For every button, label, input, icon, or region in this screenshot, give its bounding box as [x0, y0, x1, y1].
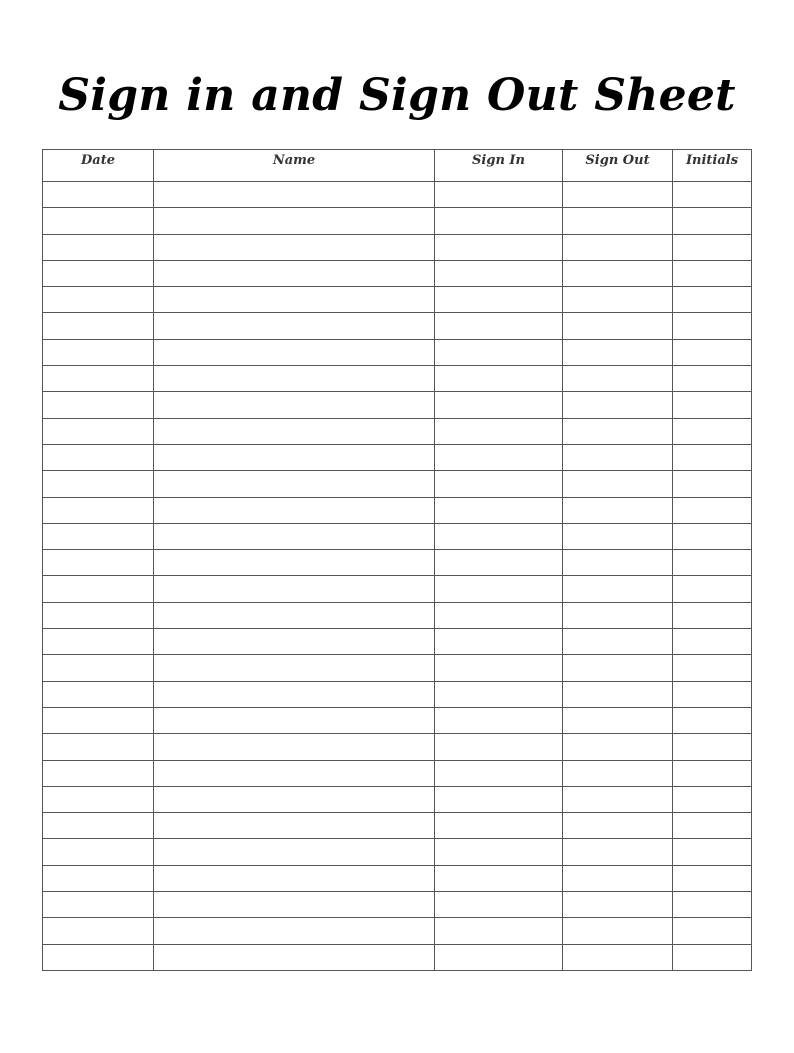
- initials-cell: [673, 497, 752, 523]
- initials-cell: [673, 707, 752, 733]
- sign-in-cell: [435, 839, 563, 865]
- name-cell: [154, 523, 435, 549]
- sign-in-cell: [435, 234, 563, 260]
- date-cell: [43, 523, 154, 549]
- date-cell: [43, 550, 154, 576]
- date-cell: [43, 576, 154, 602]
- sign-in-cell: [435, 339, 563, 365]
- sign-out-cell: [563, 523, 673, 549]
- sign-out-cell: [563, 418, 673, 444]
- date-cell: [43, 287, 154, 313]
- initials-cell: [673, 418, 752, 444]
- name-cell: [154, 260, 435, 286]
- date-cell: [43, 366, 154, 392]
- name-cell: [154, 707, 435, 733]
- signin-table: [42, 149, 752, 971]
- initials-cell: [673, 313, 752, 339]
- name-cell: [154, 471, 435, 497]
- date-cell: [43, 918, 154, 944]
- initials-cell: [673, 287, 752, 313]
- date-cell: [43, 944, 154, 970]
- table-row: [43, 392, 752, 418]
- sign-in-cell: [435, 497, 563, 523]
- sign-out-cell: [563, 339, 673, 365]
- name-cell: [154, 313, 435, 339]
- name-cell: [154, 366, 435, 392]
- sign-out-cell: [563, 366, 673, 392]
- table-row: [43, 629, 752, 655]
- table-row: [43, 366, 752, 392]
- initials-cell: [673, 839, 752, 865]
- sign-out-cell: [563, 813, 673, 839]
- sign-out-cell: [563, 892, 673, 918]
- sign-out-cell: [563, 208, 673, 234]
- initials-cell: [673, 944, 752, 970]
- table-row: [43, 944, 752, 970]
- sign-out-cell: [563, 865, 673, 891]
- table-row: [43, 839, 752, 865]
- table-row: [43, 760, 752, 786]
- initials-cell: [673, 339, 752, 365]
- sign-out-cell: [563, 944, 673, 970]
- sheet-title: Sign in and Sign Out Sheet: [58, 70, 736, 121]
- date-cell: [43, 471, 154, 497]
- name-cell: [154, 760, 435, 786]
- sign-in-cell: [435, 182, 563, 208]
- initials-cell: [673, 234, 752, 260]
- table-row: [43, 339, 752, 365]
- table-row: [43, 234, 752, 260]
- name-cell: [154, 734, 435, 760]
- sign-in-cell: [435, 392, 563, 418]
- sign-in-cell: [435, 786, 563, 812]
- name-cell: [154, 418, 435, 444]
- sign-in-cell: [435, 734, 563, 760]
- table-row: [43, 576, 752, 602]
- sign-in-cell: [435, 523, 563, 549]
- initials-cell: [673, 576, 752, 602]
- date-cell: [43, 734, 154, 760]
- initials-cell: [673, 392, 752, 418]
- date-cell: [43, 313, 154, 339]
- sign-out-cell: [563, 629, 673, 655]
- date-cell: [43, 392, 154, 418]
- name-cell: [154, 918, 435, 944]
- column-header-date: Date: [43, 150, 154, 182]
- initials-cell: [673, 892, 752, 918]
- initials-cell: [673, 865, 752, 891]
- sign-in-cell: [435, 287, 563, 313]
- date-cell: [43, 786, 154, 812]
- table-row: [43, 813, 752, 839]
- table-row: [43, 892, 752, 918]
- table-row: [43, 602, 752, 628]
- sign-in-cell: [435, 471, 563, 497]
- sign-out-cell: [563, 734, 673, 760]
- date-cell: [43, 418, 154, 444]
- date-cell: [43, 497, 154, 523]
- name-cell: [154, 182, 435, 208]
- sign-in-cell: [435, 444, 563, 470]
- name-cell: [154, 813, 435, 839]
- sign-out-cell: [563, 392, 673, 418]
- date-cell: [43, 813, 154, 839]
- name-cell: [154, 629, 435, 655]
- table-row: [43, 550, 752, 576]
- table-row: [43, 707, 752, 733]
- sign-out-cell: [563, 182, 673, 208]
- initials-cell: [673, 260, 752, 286]
- sign-in-cell: [435, 629, 563, 655]
- column-header-name: Name: [154, 150, 435, 182]
- name-cell: [154, 681, 435, 707]
- column-header-sign-out: Sign Out: [563, 150, 673, 182]
- date-cell: [43, 234, 154, 260]
- table-row: [43, 734, 752, 760]
- sign-in-cell: [435, 813, 563, 839]
- name-cell: [154, 497, 435, 523]
- table-row: [43, 497, 752, 523]
- name-cell: [154, 444, 435, 470]
- initials-cell: [673, 629, 752, 655]
- date-cell: [43, 182, 154, 208]
- initials-cell: [673, 760, 752, 786]
- sign-out-cell: [563, 707, 673, 733]
- table-row: [43, 865, 752, 891]
- name-cell: [154, 576, 435, 602]
- sign-in-cell: [435, 366, 563, 392]
- table-row: [43, 444, 752, 470]
- initials-cell: [673, 471, 752, 497]
- initials-cell: [673, 208, 752, 234]
- sign-out-cell: [563, 786, 673, 812]
- sign-in-cell: [435, 550, 563, 576]
- sign-out-cell: [563, 839, 673, 865]
- sign-in-cell: [435, 602, 563, 628]
- date-cell: [43, 839, 154, 865]
- sign-in-cell: [435, 576, 563, 602]
- name-cell: [154, 339, 435, 365]
- initials-cell: [673, 681, 752, 707]
- sign-in-cell: [435, 418, 563, 444]
- table-row: [43, 523, 752, 549]
- date-cell: [43, 707, 154, 733]
- sign-in-cell: [435, 892, 563, 918]
- table-row: [43, 260, 752, 286]
- table-row: [43, 182, 752, 208]
- name-cell: [154, 550, 435, 576]
- sign-out-cell: [563, 234, 673, 260]
- sign-out-cell: [563, 287, 673, 313]
- sign-in-cell: [435, 208, 563, 234]
- sign-out-cell: [563, 760, 673, 786]
- sign-out-cell: [563, 918, 673, 944]
- sign-in-cell: [435, 944, 563, 970]
- date-cell: [43, 655, 154, 681]
- table-body: [43, 182, 752, 971]
- initials-cell: [673, 786, 752, 812]
- initials-cell: [673, 655, 752, 681]
- sign-in-cell: [435, 313, 563, 339]
- date-cell: [43, 602, 154, 628]
- name-cell: [154, 839, 435, 865]
- table-row: [43, 208, 752, 234]
- table-row: [43, 471, 752, 497]
- sign-in-cell: [435, 260, 563, 286]
- sign-in-cell: [435, 681, 563, 707]
- table-row: [43, 313, 752, 339]
- date-cell: [43, 339, 154, 365]
- name-cell: [154, 234, 435, 260]
- name-cell: [154, 944, 435, 970]
- date-cell: [43, 629, 154, 655]
- sign-out-cell: [563, 681, 673, 707]
- table-row: [43, 786, 752, 812]
- initials-cell: [673, 444, 752, 470]
- date-cell: [43, 892, 154, 918]
- table-row: [43, 655, 752, 681]
- initials-cell: [673, 813, 752, 839]
- name-cell: [154, 602, 435, 628]
- sign-out-cell: [563, 260, 673, 286]
- table-row: [43, 418, 752, 444]
- sign-out-cell: [563, 602, 673, 628]
- sign-out-cell: [563, 550, 673, 576]
- date-cell: [43, 760, 154, 786]
- sign-in-cell: [435, 760, 563, 786]
- initials-cell: [673, 550, 752, 576]
- date-cell: [43, 865, 154, 891]
- initials-cell: [673, 366, 752, 392]
- initials-cell: [673, 918, 752, 944]
- initials-cell: [673, 734, 752, 760]
- date-cell: [43, 681, 154, 707]
- table-header-row: [43, 150, 752, 182]
- table-row: [43, 287, 752, 313]
- column-header-initials: Initials: [673, 150, 752, 182]
- table-row: [43, 681, 752, 707]
- name-cell: [154, 892, 435, 918]
- initials-cell: [673, 182, 752, 208]
- initials-cell: [673, 602, 752, 628]
- name-cell: [154, 655, 435, 681]
- column-header-sign-in: Sign In: [435, 150, 563, 182]
- name-cell: [154, 208, 435, 234]
- sign-in-cell: [435, 918, 563, 944]
- name-cell: [154, 392, 435, 418]
- table-row: [43, 918, 752, 944]
- sign-in-cell: [435, 707, 563, 733]
- sign-out-cell: [563, 576, 673, 602]
- sign-out-cell: [563, 655, 673, 681]
- initials-cell: [673, 523, 752, 549]
- name-cell: [154, 786, 435, 812]
- name-cell: [154, 287, 435, 313]
- sign-out-cell: [563, 471, 673, 497]
- sign-in-cell: [435, 655, 563, 681]
- sign-out-cell: [563, 313, 673, 339]
- sign-out-cell: [563, 497, 673, 523]
- date-cell: [43, 260, 154, 286]
- sign-out-cell: [563, 444, 673, 470]
- date-cell: [43, 208, 154, 234]
- name-cell: [154, 865, 435, 891]
- date-cell: [43, 444, 154, 470]
- sign-in-cell: [435, 865, 563, 891]
